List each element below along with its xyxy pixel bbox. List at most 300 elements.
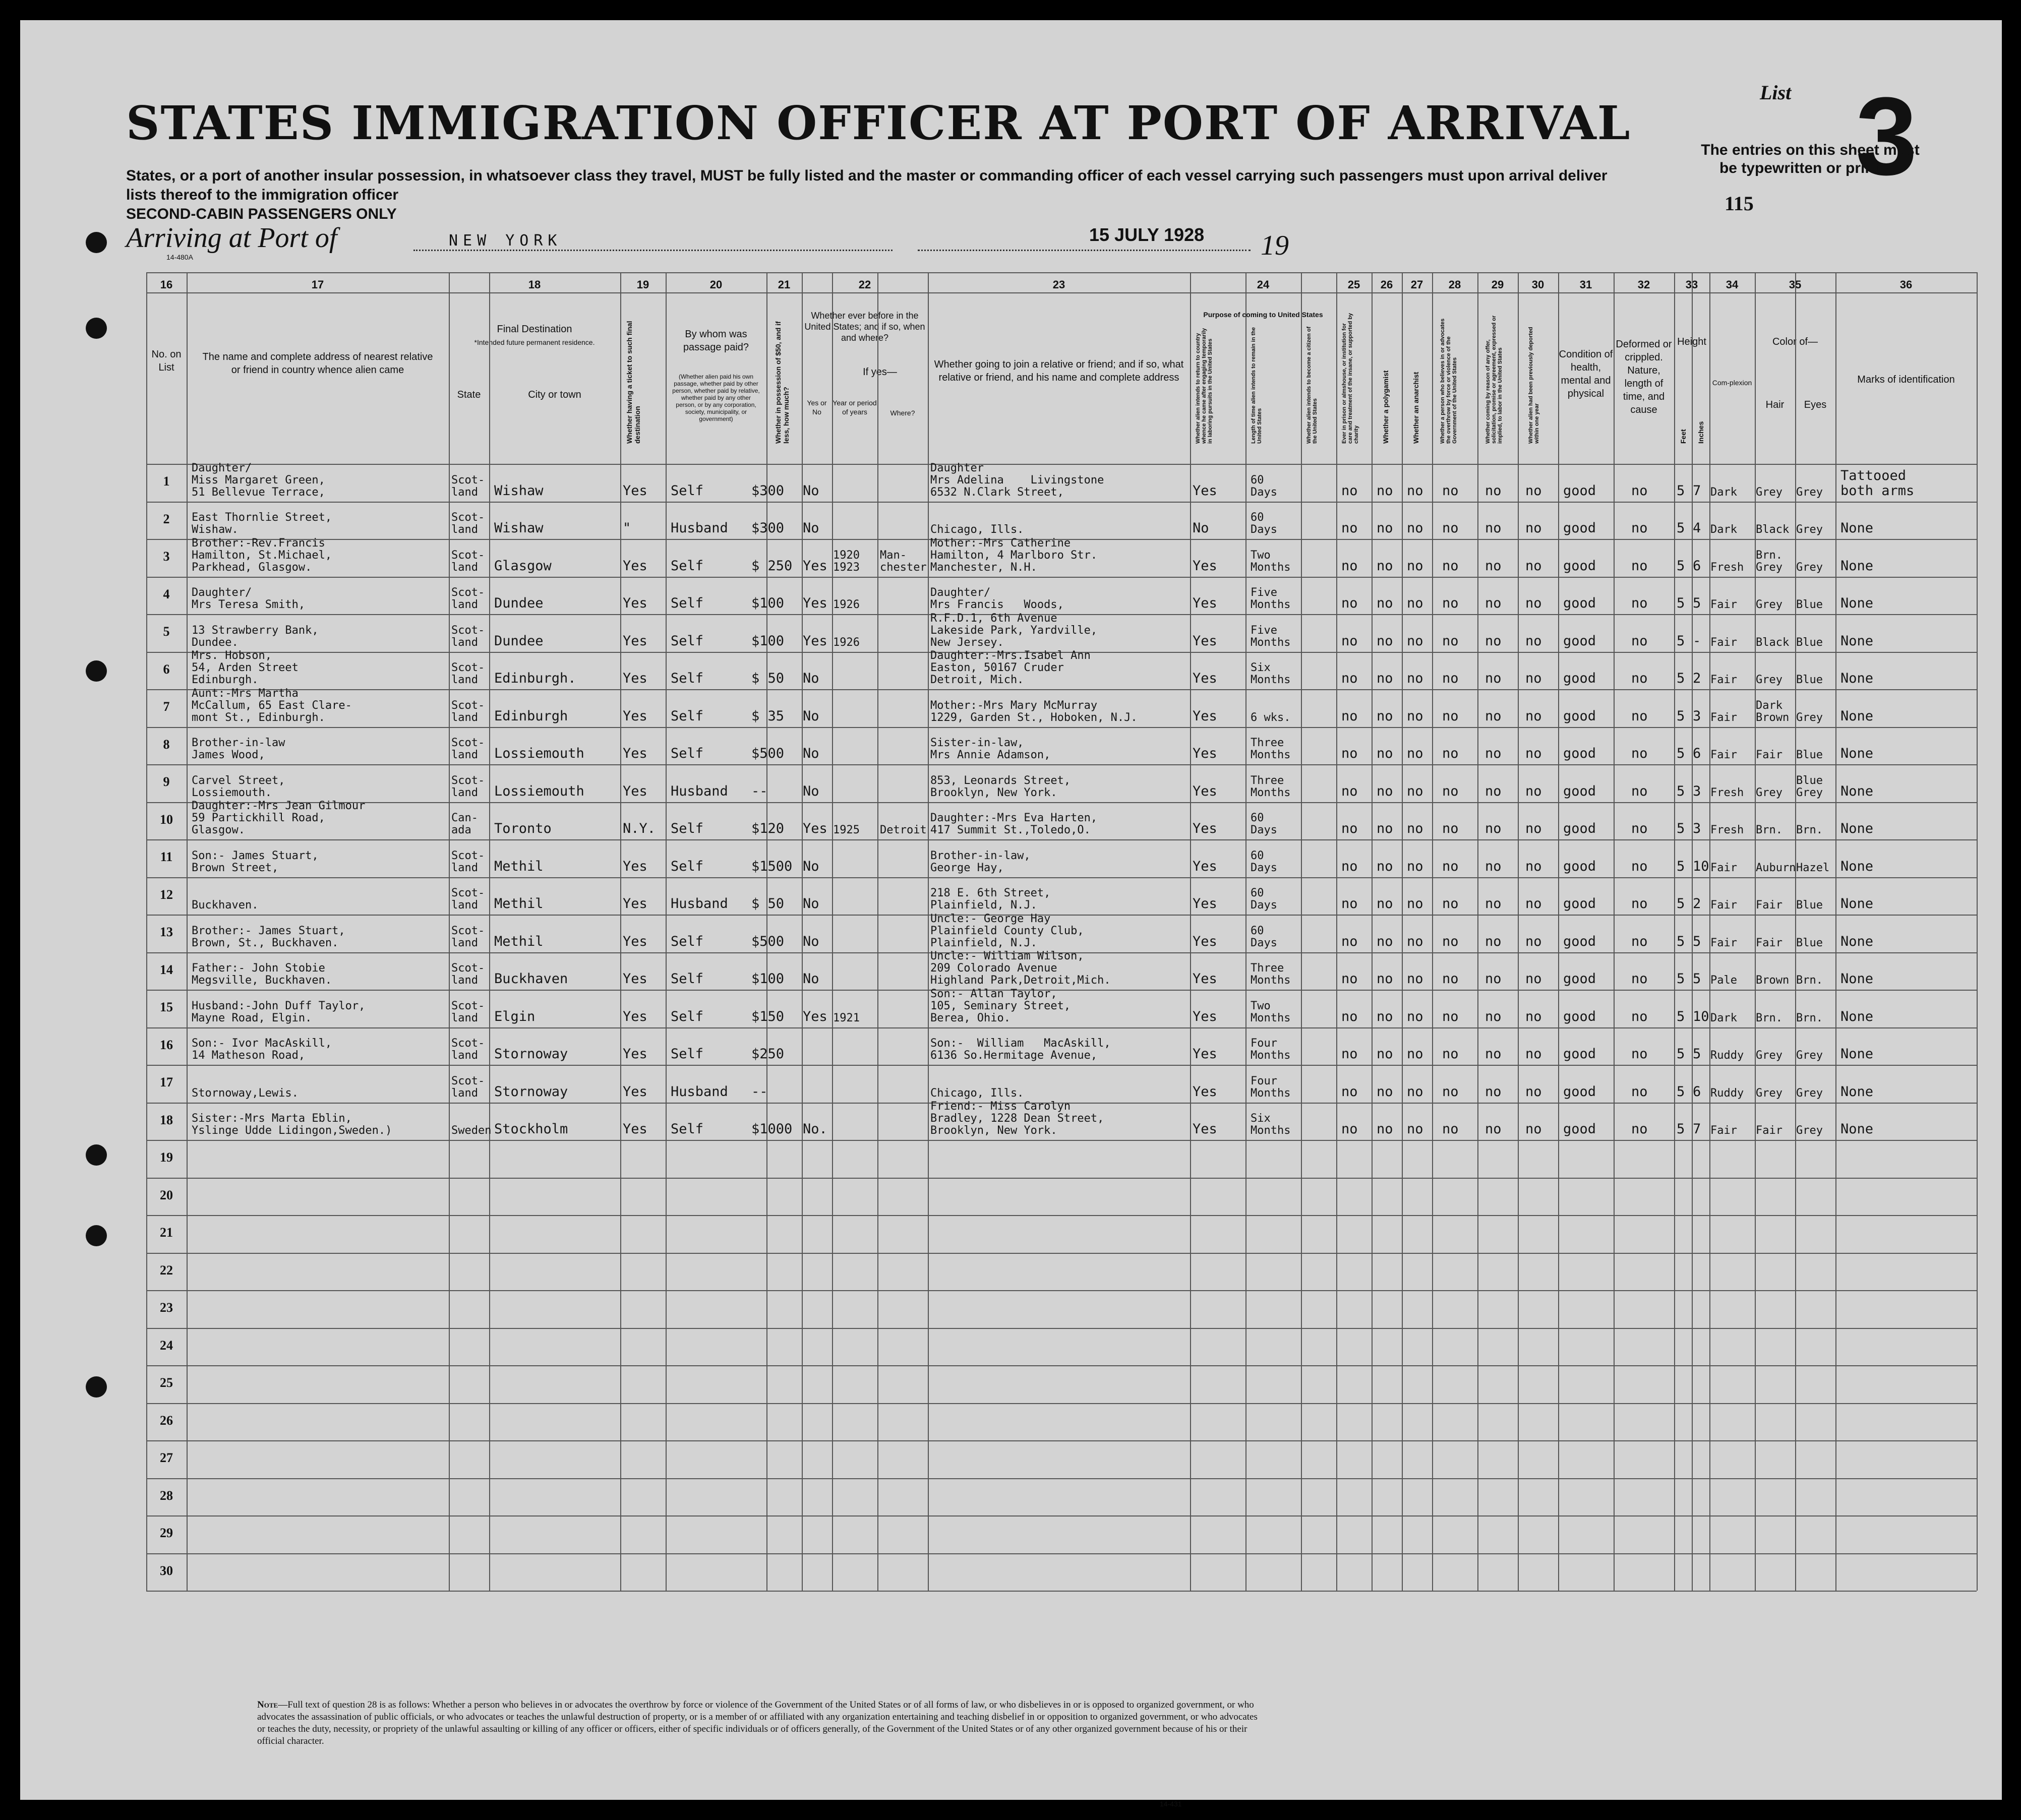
port-underline: [413, 250, 893, 251]
paid-by-cell: Self: [671, 971, 704, 987]
date-underline: [918, 250, 1251, 251]
destination-state: Scot- land: [451, 549, 485, 574]
table-rule: [146, 1553, 1977, 1554]
destination-city: Toronto: [494, 821, 552, 836]
health-cell: good: [1563, 520, 1596, 536]
marks-cell: None: [1840, 746, 1874, 761]
row-number: 24: [160, 1338, 173, 1353]
header-citizen: Whether alien intends to become a citizen of the United States: [1306, 326, 1318, 444]
paid-by-cell: Husband: [671, 783, 728, 799]
nearest-relative: Daughter/ Mrs Teresa Smith,: [192, 586, 306, 611]
col-number: 31: [1579, 278, 1592, 291]
anarchist-cell: no: [1407, 482, 1423, 499]
destination-state: Scot- land: [451, 1074, 485, 1100]
header-purpose-return: Whether alien intends to return to country whence he came after engaging temporarily in laboring pursuits in the United States: [1195, 328, 1213, 444]
destination-city: Edinburgh.: [494, 671, 576, 686]
polygamist-cell: no: [1377, 1083, 1393, 1100]
prison-cell: no: [1341, 783, 1358, 799]
row-number: 17: [160, 1075, 173, 1089]
money-cell: $ 35: [751, 708, 785, 724]
table-column-rule: [1190, 272, 1191, 1591]
form-code: 14-480A: [166, 253, 193, 261]
labor-offer-cell: no: [1485, 482, 1502, 499]
nearest-relative: Mrs. Hobson, 54, Arden Street Edinburgh.: [192, 649, 299, 686]
header-feet: Feet: [1679, 429, 1687, 444]
q28-cell: no: [1442, 708, 1459, 724]
purpose-cell: Yes: [1193, 858, 1217, 874]
eyes-cell: Grey: [1796, 486, 1823, 499]
anarchist-cell: no: [1407, 858, 1423, 874]
ticket-cell: Yes: [623, 633, 647, 649]
height-feet-cell: 5: [1677, 971, 1685, 987]
polygamist-cell: no: [1377, 1008, 1393, 1024]
height-feet-cell: 5: [1677, 746, 1685, 761]
list-number: 3: [1856, 74, 1918, 198]
labor-offer-cell: no: [1485, 595, 1502, 611]
labor-offer-cell: no: [1485, 783, 1502, 799]
col-number: 26: [1380, 278, 1393, 291]
length-of-stay-cell: Four Months: [1251, 1074, 1291, 1100]
height-feet-cell: 5: [1677, 482, 1685, 499]
purpose-cell: Yes: [1193, 482, 1217, 499]
header-final-destination: Final Destination: [497, 324, 572, 335]
height-inches-cell: 10: [1693, 1008, 1709, 1024]
polygamist-cell: no: [1377, 708, 1393, 724]
anarchist-cell: no: [1407, 1083, 1423, 1100]
ticket-cell: Yes: [623, 1083, 647, 1100]
nearest-relative: East Thornlie Street, Wishaw.: [192, 511, 332, 536]
deformed-cell: no: [1631, 746, 1648, 761]
labor-offer-cell: no: [1485, 1046, 1502, 1062]
nearest-relative: Sister:-Mrs Marta Eblin, Yslinge Udde Lidingon,Sweden.): [192, 1112, 392, 1137]
prison-cell: no: [1341, 633, 1358, 649]
marks-cell: None: [1840, 1121, 1874, 1137]
table-column-rule: [1432, 272, 1433, 1591]
prison-cell: no: [1341, 558, 1358, 574]
height-inches-cell: 5: [1693, 595, 1701, 611]
header-ever-before: Whether ever before in the United States; and if so, when and where?: [804, 311, 925, 343]
health-cell: good: [1563, 971, 1596, 987]
ticket-cell: Yes: [623, 1008, 647, 1024]
ticket-cell: Yes: [623, 783, 647, 799]
money-cell: $150: [751, 1008, 785, 1024]
anarchist-cell: no: [1407, 595, 1423, 611]
height-inches-cell: 6: [1693, 746, 1701, 761]
ever-before-cell: No: [803, 746, 819, 761]
nearest-relative: Son:- James Stuart, Brown Street,: [192, 849, 319, 874]
anarchist-cell: no: [1407, 558, 1423, 574]
marks-cell: None: [1840, 896, 1874, 912]
length-of-stay-cell: Three Months: [1251, 962, 1291, 987]
prison-cell: no: [1341, 746, 1358, 761]
health-cell: good: [1563, 633, 1596, 649]
complexion-cell: Fresh: [1710, 561, 1744, 574]
hair-cell: Dark Brown: [1756, 699, 1790, 724]
height-feet-cell: 5: [1677, 821, 1685, 836]
ever-before-cell: No: [803, 708, 819, 724]
height-inches-cell: 2: [1693, 896, 1701, 912]
col-number: 16: [160, 278, 173, 291]
row-number: 13: [160, 925, 173, 939]
deformed-cell: no: [1631, 1008, 1648, 1024]
table-column-rule: [620, 272, 621, 1591]
height-inches-cell: 5: [1693, 933, 1701, 949]
anarchist-cell: no: [1407, 1046, 1423, 1062]
q28-cell: no: [1442, 971, 1459, 987]
paid-by-cell: Husband: [671, 1083, 728, 1100]
nearest-relative: Buckhaven.: [192, 899, 259, 912]
q28-cell: no: [1442, 896, 1459, 912]
complexion-cell: Fair: [1710, 861, 1737, 874]
table-column-rule: [1477, 272, 1478, 1591]
q28-cell: no: [1442, 1008, 1459, 1024]
prison-cell: no: [1341, 896, 1358, 912]
row-number: 8: [163, 737, 170, 752]
row-number: 4: [163, 586, 170, 601]
ever-before-cell: No.: [803, 1121, 827, 1137]
polygamist-cell: no: [1377, 671, 1393, 686]
header-labor-offer: Whether coming by reason of any offer, solicitation, promise or agreement, expressed or implied, to labor in the United States: [1485, 315, 1503, 444]
destination-state: Scot- land: [451, 774, 485, 799]
col-number: 33: [1685, 278, 1698, 291]
row-number: 21: [160, 1225, 173, 1240]
destination-city: Buckhaven: [494, 971, 568, 987]
paid-by-cell: Self: [671, 746, 704, 761]
table-column-rule: [1372, 272, 1373, 1591]
row-number: 12: [160, 887, 173, 902]
intro-text: [126, 166, 1639, 224]
complexion-cell: Fair: [1710, 674, 1737, 686]
eyes-cell: Grey: [1796, 1086, 1823, 1100]
height-inches-cell: 6: [1693, 1083, 1701, 1100]
table-column-rule: [1245, 272, 1246, 1591]
hair-cell: Auburn: [1756, 861, 1796, 874]
year-cell: 1926: [833, 636, 860, 649]
header-inches: Inches: [1697, 421, 1705, 444]
deported-cell: no: [1525, 971, 1542, 987]
length-of-stay-cell: 60 Days: [1251, 887, 1277, 912]
prison-cell: no: [1341, 595, 1358, 611]
table-rule: [146, 727, 1977, 728]
ticket-cell: Yes: [623, 858, 647, 874]
row-number: 30: [160, 1563, 173, 1578]
deformed-cell: no: [1631, 821, 1648, 836]
table-rule: [146, 689, 1977, 690]
joining-relative: Mother:-Mrs Catherine Hamilton, 4 Marlboro Str. Manchester, N.H.: [930, 536, 1098, 574]
prison-cell: no: [1341, 482, 1358, 499]
joining-relative: Son:- Allan Taylor, 105, Seminary Street, Berea, Ohio.: [930, 987, 1071, 1024]
paid-by-cell: Self: [671, 595, 704, 611]
ticket-cell: Yes: [623, 671, 647, 686]
ticket-cell: Yes: [623, 971, 647, 987]
deported-cell: no: [1525, 1083, 1542, 1100]
nearest-relative: Brother:- James Stuart, Brown, St., Buckhaven.: [192, 924, 345, 949]
anarchist-cell: no: [1407, 1008, 1423, 1024]
health-cell: good: [1563, 482, 1596, 499]
table-rule: [146, 1478, 1977, 1479]
eyes-cell: Grey: [1796, 561, 1823, 574]
hair-cell: Brown: [1756, 974, 1790, 987]
table-column-rule: [1692, 272, 1693, 1591]
table-rule: [146, 877, 1977, 878]
arriving-label: Arriving at Port of: [126, 222, 337, 254]
height-feet-cell: 5: [1677, 783, 1685, 799]
complexion-cell: Fresh: [1710, 786, 1744, 799]
col-number: 19: [636, 278, 649, 291]
money-cell: $100: [751, 595, 785, 611]
health-cell: good: [1563, 1046, 1596, 1062]
destination-city: Edinburgh: [494, 708, 568, 724]
deported-cell: no: [1525, 933, 1542, 949]
destination-state: Scot- land: [451, 624, 485, 649]
height-inches-cell: 3: [1693, 708, 1701, 724]
row-number: 3: [163, 549, 170, 564]
deported-cell: no: [1525, 708, 1542, 724]
height-feet-cell: 5: [1677, 671, 1685, 686]
header-if-yes: If yes—: [863, 367, 897, 378]
deported-cell: no: [1525, 746, 1542, 761]
money-cell: $100: [751, 633, 785, 649]
ticket-cell: Yes: [623, 595, 647, 611]
row-number: 9: [163, 774, 170, 789]
joining-relative: 853, Leonards Street, Brooklyn, New York.: [930, 774, 1071, 799]
table-column-rule: [1558, 272, 1559, 1591]
prison-cell: no: [1341, 708, 1358, 724]
nearest-relative: Daughter/ Miss Margaret Green, 51 Bellevue Terrace,: [192, 461, 325, 499]
table-column-rule: [1518, 272, 1519, 1591]
q28-cell: no: [1442, 1083, 1459, 1100]
nearest-relative: Brother-in-law James Wood,: [192, 737, 285, 761]
marks-cell: None: [1840, 821, 1874, 836]
eyes-cell: Grey: [1796, 1124, 1823, 1137]
length-of-stay-cell: 60 Days: [1251, 812, 1277, 836]
table-rule: [146, 1365, 1977, 1366]
money-cell: $500: [751, 746, 785, 761]
header-no-on-list: No. on List: [151, 349, 182, 373]
table-column-rule: [832, 272, 833, 1591]
header-city: City or town: [528, 389, 581, 400]
col-number: 18: [528, 278, 541, 291]
q28-cell: no: [1442, 821, 1459, 836]
height-feet-cell: 5: [1677, 558, 1685, 574]
year-cell: 1925: [833, 824, 860, 836]
purpose-cell: Yes: [1193, 671, 1217, 686]
footnote-text: —Full text of question 28 is as follows: Whether a person who believes in or advocates the overthrow by force or violence of the Government of the United States or of all forms of law, or who disbelieves in or is opposed to organized government, or who advocates the assassination of public officials, or who advocates or teaches the unlawful destruction of property, or is a member of or affiliated with any organization entertaining and teaching disbelief in or opposition to organized government, or who advocates or teaches the duty, necessity, or propriety of the unlawful assaulting or killing of any officer or officers, either of specific individuals or of officers generally, of the Government of the United States or of any other organized government because of his or their official character.: [257, 1700, 1258, 1746]
deformed-cell: no: [1631, 482, 1648, 499]
labor-offer-cell: no: [1485, 633, 1502, 649]
prison-cell: no: [1341, 971, 1358, 987]
header-ticket: Whether having a ticket to such final destination: [625, 321, 641, 444]
row-number: 29: [160, 1526, 173, 1540]
row-number: 1: [163, 474, 170, 489]
table-rule: [146, 272, 1977, 273]
sheet-number: 115: [1725, 192, 1754, 215]
health-cell: good: [1563, 933, 1596, 949]
col-number: 35: [1789, 278, 1802, 291]
row-number: 5: [163, 624, 170, 639]
row-number: 19: [160, 1150, 173, 1165]
money-cell: $ 250: [751, 558, 793, 574]
table-rule: [146, 1140, 1977, 1141]
health-cell: good: [1563, 708, 1596, 724]
length-of-stay-cell: Three Months: [1251, 737, 1291, 761]
row-number: 10: [160, 812, 173, 827]
row-number: 14: [160, 962, 173, 977]
marks-cell: Tattooed both arms: [1840, 467, 1915, 499]
destination-state: Can- ada: [451, 812, 478, 836]
health-cell: good: [1563, 595, 1596, 611]
deported-cell: no: [1525, 896, 1542, 912]
destination-city: Wishaw: [494, 482, 544, 499]
polygamist-cell: no: [1377, 1121, 1393, 1137]
nearest-relative: Father:- John Stobie Megsville, Buckhaven.: [192, 962, 332, 987]
anarchist-cell: no: [1407, 971, 1423, 987]
table-column-rule: [1795, 272, 1796, 1591]
labor-offer-cell: no: [1485, 896, 1502, 912]
hair-cell: Grey: [1756, 1049, 1782, 1062]
footnote-code: 14-431: [1160, 1800, 1182, 1808]
deported-cell: no: [1525, 783, 1542, 799]
ticket-cell: Yes: [623, 558, 647, 574]
deported-cell: no: [1525, 1046, 1542, 1062]
health-cell: good: [1563, 858, 1596, 874]
money-cell: $100: [751, 971, 785, 987]
nearest-relative: Carvel Street, Lossiemouth.: [192, 774, 285, 799]
deformed-cell: no: [1631, 520, 1648, 536]
ever-before-cell: Yes: [803, 1008, 827, 1024]
deformed-cell: no: [1631, 971, 1648, 987]
destination-state: Scot- land: [451, 962, 485, 987]
polygamist-cell: no: [1377, 783, 1393, 799]
joining-relative: Brother-in-law, George Hay,: [930, 849, 1031, 874]
header-deported: Whether alien had been previously deported within one year: [1528, 327, 1540, 444]
marks-cell: None: [1840, 520, 1874, 536]
complexion-cell: Dark: [1710, 486, 1737, 499]
height-inches-cell: 7: [1693, 482, 1701, 499]
intro-line-1: States, or a port of another insular possession, in whatsoever class they travel, MUST be fully listed and the master or commanding officer of each vessel carrying such passengers must upon arrival deliver lists thereof to the immigration officer: [126, 167, 1608, 203]
length-of-stay-cell: 60 Days: [1251, 849, 1277, 874]
prison-cell: no: [1341, 671, 1358, 686]
ever-before-cell: No: [803, 482, 819, 499]
length-of-stay-cell: 60 Days: [1251, 924, 1277, 949]
marks-cell: None: [1840, 971, 1874, 987]
table-rule: [146, 1290, 1977, 1291]
deported-cell: no: [1525, 482, 1542, 499]
q28-cell: no: [1442, 1121, 1459, 1137]
row-number: 23: [160, 1300, 173, 1315]
destination-city: Methil: [494, 933, 544, 949]
col-number: 17: [311, 278, 324, 291]
polygamist-cell: no: [1377, 971, 1393, 987]
destination-city: Stornoway: [494, 1046, 568, 1062]
ever-before-cell: Yes: [803, 558, 827, 574]
prison-cell: no: [1341, 858, 1358, 874]
money-cell: $1500: [751, 858, 793, 874]
nearest-relative: Husband:-John Duff Taylor, Mayne Road, Elgin.: [192, 999, 366, 1024]
height-inches-cell: 7: [1693, 1121, 1701, 1137]
marks-cell: None: [1840, 595, 1874, 611]
height-inches-cell: 5: [1693, 971, 1701, 987]
row-number: 28: [160, 1488, 173, 1503]
health-cell: good: [1563, 896, 1596, 912]
q28-cell: no: [1442, 520, 1459, 536]
deported-cell: no: [1525, 1121, 1542, 1137]
joining-relative: Uncle:- George Hay Plainfield County Club, Plainfield, N.J.: [930, 912, 1084, 949]
row-number: 18: [160, 1112, 173, 1127]
hair-cell: Brn.: [1756, 1011, 1782, 1024]
prison-cell: no: [1341, 1046, 1358, 1062]
deported-cell: no: [1525, 671, 1542, 686]
table-column-rule: [766, 272, 767, 1591]
ever-before-cell: No: [803, 520, 819, 536]
height-inches-cell: 6: [1693, 558, 1701, 574]
table-rule: [146, 802, 1977, 803]
purpose-cell: Yes: [1193, 933, 1217, 949]
labor-offer-cell: no: [1485, 858, 1502, 874]
height-feet-cell: 5: [1677, 1046, 1685, 1062]
table-rule: [146, 1253, 1977, 1254]
table-column-rule: [666, 272, 667, 1591]
health-cell: good: [1563, 1121, 1596, 1137]
port-of-arrival: NEW YORK: [449, 232, 562, 250]
header-paid-by: By whom was passage paid?: [683, 329, 749, 353]
row-number: 16: [160, 1037, 173, 1052]
page-title: STATES IMMIGRATION OFFICER AT PORT OF ARRIVAL: [126, 96, 1631, 150]
ever-before-cell: No: [803, 933, 819, 949]
where-cell: Detroit: [880, 824, 927, 836]
height-feet-cell: 5: [1677, 1121, 1685, 1137]
header-anarchist: Whether an anarchist: [1412, 372, 1420, 444]
row-number: 25: [160, 1375, 173, 1390]
table-rule: [146, 1178, 1977, 1179]
eyes-cell: Blue: [1796, 598, 1823, 611]
polygamist-cell: no: [1377, 633, 1393, 649]
ever-before-cell: Yes: [803, 595, 827, 611]
labor-offer-cell: no: [1485, 1008, 1502, 1024]
hair-cell: Grey: [1756, 598, 1782, 611]
col-number: 21: [778, 278, 791, 291]
health-cell: good: [1563, 671, 1596, 686]
anarchist-cell: no: [1407, 896, 1423, 912]
header-length-of-stay: Length of time alien intends to remain in the United States: [1251, 327, 1263, 444]
height-feet-cell: 5: [1677, 896, 1685, 912]
q28-cell: no: [1442, 633, 1459, 649]
deformed-cell: no: [1631, 783, 1648, 799]
deformed-cell: no: [1631, 1083, 1648, 1100]
table-rule: [146, 577, 1977, 578]
ticket-cell: Yes: [623, 1121, 647, 1137]
col-number: 36: [1899, 278, 1913, 291]
ticket-cell: Yes: [623, 746, 647, 761]
joining-relative: Mother:-Mrs Mary McMurray 1229, Garden St., Hoboken, N.J.: [930, 699, 1138, 724]
money-cell: $120: [751, 821, 785, 836]
height-inches-cell: 4: [1693, 520, 1701, 536]
table-rule: [146, 1515, 1977, 1516]
eyes-cell: Blue: [1796, 899, 1823, 912]
destination-state: Scot- land: [451, 924, 485, 949]
purpose-cell: Yes: [1193, 783, 1217, 799]
height-feet-cell: 5: [1677, 1008, 1685, 1024]
length-of-stay-cell: 6 wks.: [1251, 711, 1291, 724]
marks-cell: None: [1840, 1083, 1874, 1100]
paid-by-cell: Self: [671, 858, 704, 874]
joining-relative: Son:- William MacAskill, 6136 So.Hermitage Avenue,: [930, 1037, 1111, 1062]
hair-cell: Grey: [1756, 674, 1782, 686]
ever-before-cell: Yes: [803, 633, 827, 649]
q28-cell: no: [1442, 933, 1459, 949]
table-column-rule: [1835, 272, 1836, 1591]
q28-cell: no: [1442, 858, 1459, 874]
